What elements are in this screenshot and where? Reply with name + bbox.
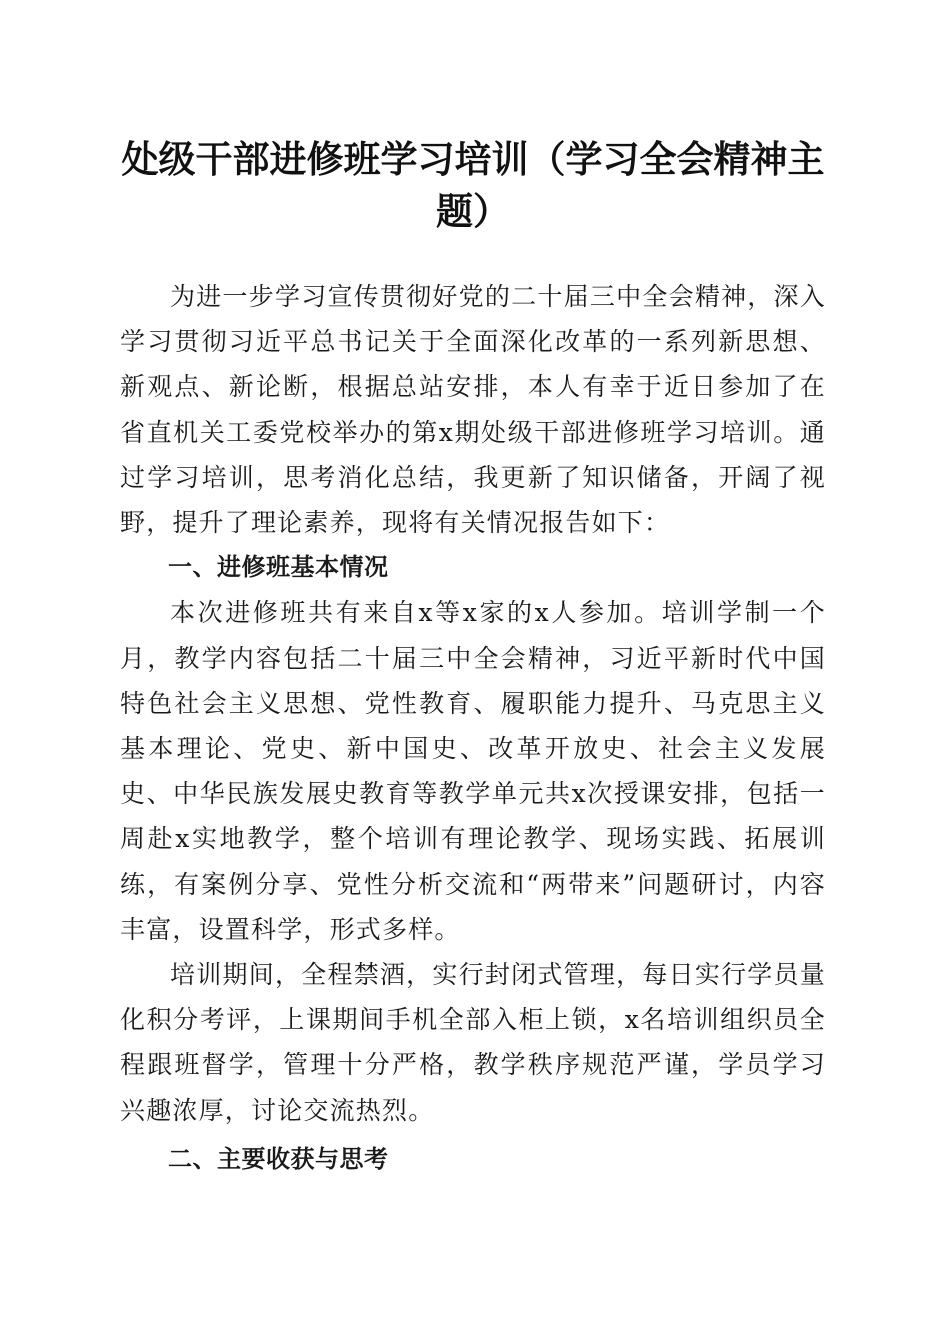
section1-paragraph: 培训期间，全程禁酒，实行封闭式管理，每日实行学员量化积分考评，上课期间手机全部入柜上锁，x名培训组织员全程跟班督学，管理十分严格，教学秩序规范严谨，学员学习兴趣浓厚，讨论交流热烈。: [120, 960, 826, 1125]
section1-paragraph: 本次进修班共有来自x等x家的x人参加。培训学制一个月，教学内容包括二十届三中全会精神，习近平新时代中国特色社会主义思想、党性教育、履职能力提升、马克思主义基本理论、党史、新中国史、改革开放史、社会主义发展史、中华民族发展史教育等教学单元共x次授课安排，包括一周赴x实地教学，整个培训有理论教学、现场实践、拓展训练，有案例分享、党性分析交流和“两带来”问题研讨，内容丰富，设置科学，形式多样。: [120, 598, 826, 944]
document-title: 处级干部进修班学习培训（学习全会精神主题）: [121, 137, 825, 233]
document-body: [120, 274, 826, 1182]
section-heading-basic-info: 一、进修班基本情况: [168, 553, 389, 582]
intro-paragraph: 为进一步学习宣传贯彻好党的二十届三中全会精神，深入学习贯彻习近平总书记关于全面深化改革的一系列新思想、新观点、新论断，根据总站安排，本人有幸于近日参加了在省直机关工委党校举办的第x期处级干部进修班学习培训。通过学习培训，思考消化总结，我更新了知识储备，开阔了视野，提升了理论素养，现将有关情况报告如下：: [120, 282, 826, 538]
section-heading-gains: 二、主要收获与思考: [168, 1144, 389, 1173]
